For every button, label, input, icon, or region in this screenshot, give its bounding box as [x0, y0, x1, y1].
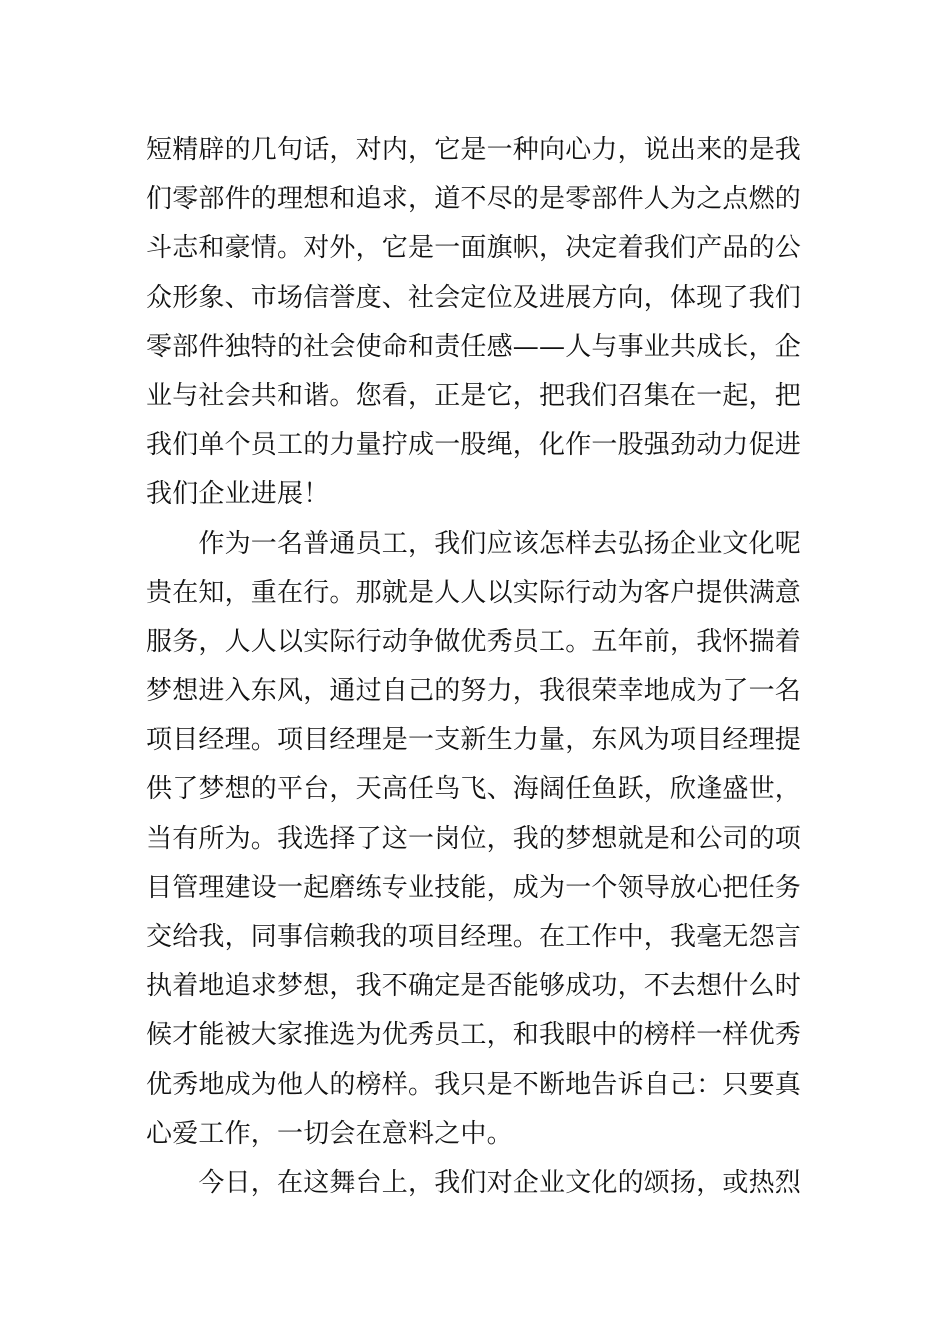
text-line: 梦想进入东风，通过自己的努力，我很荣幸地成为了一名	[146, 676, 802, 707]
text-line: 今日，在这舞台上，我们对企业文化的颂扬，或热烈	[146, 1167, 802, 1198]
text-line: 短精辟的几句话，对内，它是一种向心力，说出来的是我	[146, 135, 802, 165]
text-line: 执着地追求梦想，我不确定是否能够成功，不去想什么时	[146, 971, 802, 1002]
text-line: 服务，人人以实际行动争做优秀员工。五年前，我怀揣着	[146, 626, 802, 657]
text-line: 心爱工作，一切会在意料之中。	[146, 1118, 513, 1149]
text-line: 当有所为。我选择了这一岗位，我的梦想就是和公司的项	[146, 823, 802, 854]
text-line: 贵在知，重在行。那就是人人以实际行动为客户提供满意	[146, 577, 802, 608]
text-line: 众形象、市场信誉度、社会定位及进展方向，体现了我们	[146, 282, 802, 313]
document-body	[146, 126, 806, 1208]
text-line: 我们单个员工的力量拧成一股绳，化作一股强劲动力促进	[146, 430, 802, 461]
text-line: 斗志和豪情。对外，它是一面旗帜，决定着我们产品的公	[146, 233, 802, 264]
text-line: 们零部件的理想和追求，道不尽的是零部件人为之点燃的	[146, 184, 802, 215]
text-line: 零部件独特的社会使命和责任感——人与事业共成长，企	[146, 331, 802, 362]
text-line: 项目经理。项目经理是一支新生力量，东风为项目经理提	[146, 725, 802, 756]
text-line: 目管理建设一起磨练专业技能，成为一个领导放心把任务	[146, 872, 802, 903]
paragraph-1	[146, 126, 806, 520]
text-line: 我们企业进展！	[146, 479, 330, 510]
paragraph-3	[146, 1159, 806, 1208]
text-line: 业与社会共和谐。您看，正是它，把我们召集在一起，把	[146, 380, 802, 411]
text-line: 作为一名普通员工，我们应该怎样去弘扬企业文化呢	[146, 528, 802, 559]
paragraph-2	[146, 520, 806, 1159]
text-line: 供了梦想的平台，天高任鸟飞、海阔任鱼跃，欣逢盛世，	[146, 774, 802, 805]
text-line: 候才能被大家推选为优秀员工，和我眼中的榜样一样优秀	[146, 1020, 802, 1051]
text-line: 优秀地成为他人的榜样。我只是不断地告诉自己：只要真	[146, 1069, 802, 1100]
text-line: 交给我，同事信赖我的项目经理。在工作中，我毫无怨言	[146, 922, 802, 952]
